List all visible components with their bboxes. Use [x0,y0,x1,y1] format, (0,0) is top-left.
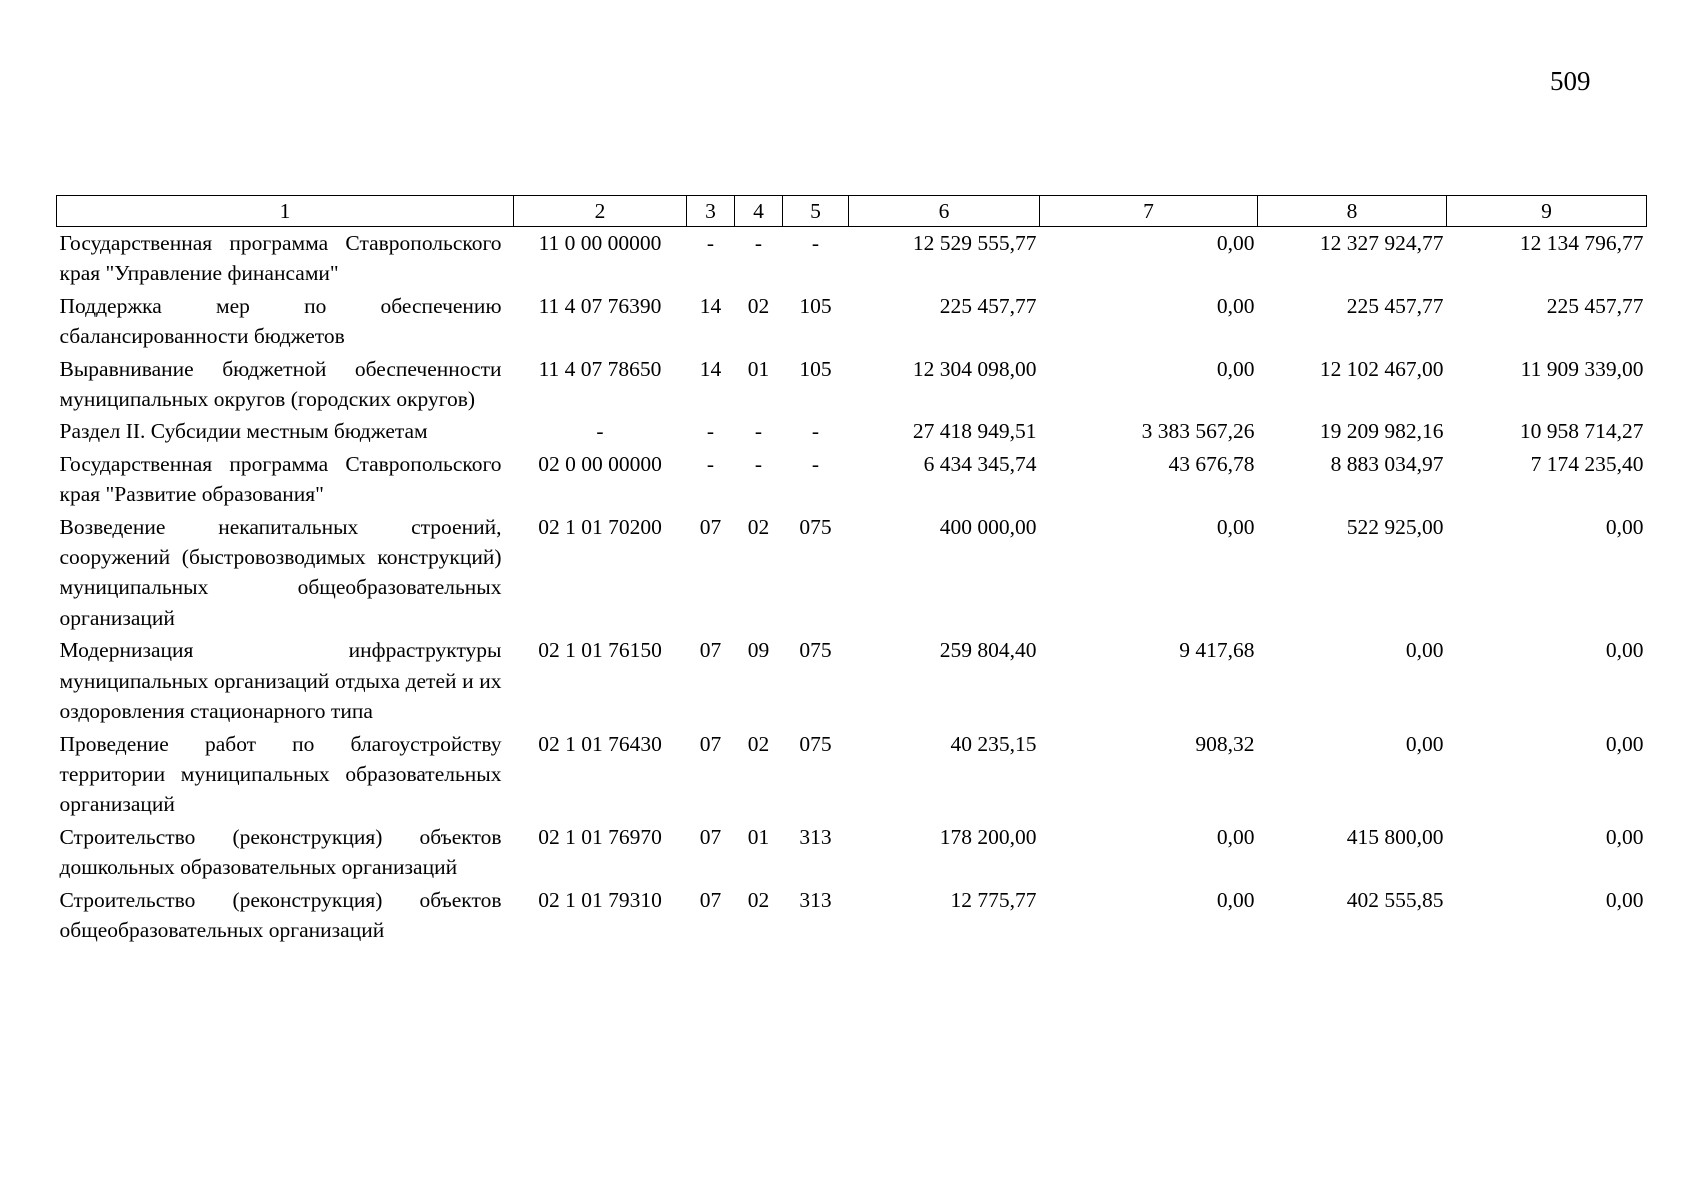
row-title: Возведение некапитальных строений, сооружений (быстровозводимых конструкций) муниципальных общеобразовательных организаций [59,514,502,630]
classification-code: 02 1 01 76970 [538,824,662,849]
page-number: 509 [1550,66,1591,96]
amount-col-7: 0,00 [1216,231,1255,255]
amount-col-7: 908,32 [1195,731,1255,756]
subsection-code: 02 [747,887,770,912]
row-title: Раздел II. Субсидии местным бюджетам [59,419,428,444]
row-title: Поддержка мер по обеспечению сбалансированности бюджетов [59,293,502,349]
amount-col-8: 402 555,85 [1346,887,1444,912]
amount-col-6: 12 304 098,00 [912,356,1037,381]
column-header-1: 1 [57,196,514,227]
type-code: 313 [799,824,832,849]
amount-col-7: 9 417,68 [1179,638,1255,663]
table-row [57,821,1647,884]
classification-code: 11 0 00 00000 [538,231,662,255]
column-header-7: 7 [1040,196,1258,227]
amount-col-9: 0,00 [1605,731,1644,756]
amount-col-7: 0,00 [1216,293,1255,318]
amount-col-9: 225 457,77 [1546,293,1644,318]
subsection-code: 02 [747,514,770,539]
amount-col-8: 522 925,00 [1346,514,1444,539]
subsection-code: 01 [747,824,770,849]
type-code: 075 [799,514,832,539]
amount-col-8: 12 102 467,00 [1319,356,1444,381]
amount-col-9: 0,00 [1605,514,1644,539]
type-code: - [811,231,820,255]
amount-col-6: 400 000,00 [939,514,1037,539]
amount-col-6: 27 418 949,51 [912,419,1037,444]
amount-col-8: 0,00 [1405,731,1444,756]
table-row [57,448,1647,511]
row-title: Проведение работ по благоустройству территории муниципальных образовательных организаций [59,731,502,817]
amount-col-8: 19 209 982,16 [1319,419,1444,444]
row-title: Модернизация инфраструктуры муниципальных организаций отдыха детей и их оздоровления стационарного типа [59,638,502,724]
subsection-code: - [754,231,763,255]
column-header-2: 2 [514,196,687,227]
subsection-code: 02 [747,731,770,756]
subsection-code: 01 [747,356,770,381]
table-row [57,728,1647,821]
amount-col-7: 0,00 [1216,887,1255,912]
row-title: Строительство (реконструкция) объектов дошкольных образовательных организаций [59,824,502,880]
type-code: - [811,419,820,444]
amount-col-8: 12 327 924,77 [1319,231,1444,255]
amount-col-8: 225 457,77 [1346,293,1444,318]
row-title: Государственная программа Ставропольского края "Управление финансами" [59,231,502,286]
amount-col-8: 8 883 034,97 [1330,451,1444,476]
amount-col-9: 0,00 [1605,824,1644,849]
subsection-code: 02 [747,293,770,318]
classification-code: 11 4 07 78650 [538,356,662,381]
classification-code: 02 1 01 76150 [538,638,662,663]
column-header-8: 8 [1258,196,1447,227]
amount-col-9: 0,00 [1605,887,1644,912]
section-code: - [706,419,715,444]
classification-code: - [596,419,604,444]
section-code: - [706,231,715,255]
amount-col-9: 0,00 [1605,638,1644,663]
classification-code: 02 1 01 70200 [538,514,662,539]
amount-col-6: 6 434 345,74 [923,451,1037,476]
column-header-5: 5 [783,196,849,227]
column-number-header-row [57,196,1647,227]
amount-col-9: 10 958 714,27 [1519,419,1644,444]
classification-code: 11 4 07 76390 [538,293,662,318]
table-row [57,353,1647,416]
section-code: 07 [699,638,722,663]
column-header-3: 3 [687,196,735,227]
row-title: Строительство (реконструкция) объектов общеобразовательных организаций [59,887,502,942]
amount-col-7: 43 676,78 [1168,451,1255,476]
amount-col-7: 0,00 [1216,514,1255,539]
section-code: 14 [699,356,722,381]
amount-col-6: 225 457,77 [939,293,1037,318]
amount-col-7: 0,00 [1216,356,1255,381]
amount-col-6: 12 775,77 [950,887,1037,912]
table-row [57,511,1647,635]
section-code: 07 [699,731,722,756]
amount-col-9: 11 909 339,00 [1520,356,1644,381]
row-title: Государственная программа Ставропольского края "Развитие образования" [59,451,502,507]
classification-code: 02 1 01 79310 [538,887,662,912]
amount-col-7: 0,00 [1216,824,1255,849]
row-title: Выравнивание бюджетной обеспеченности муниципальных округов (городских округов) [59,356,502,412]
amount-col-6: 259 804,40 [939,638,1037,663]
type-code: 105 [799,293,832,318]
amount-col-6: 12 529 555,77 [912,231,1037,255]
amount-col-7: 3 383 567,26 [1141,419,1255,444]
type-code: 313 [799,887,832,912]
subsection-code: 09 [747,638,770,663]
column-header-4: 4 [735,196,783,227]
type-code: 075 [799,731,832,756]
section-code: - [706,451,715,476]
type-code: - [811,451,820,476]
table-row [57,415,1647,447]
column-header-9: 9 [1447,196,1647,227]
amount-col-9: 12 134 796,77 [1519,231,1644,255]
subsection-code: - [754,419,763,444]
table-row [57,634,1647,727]
classification-code: 02 0 00 00000 [538,451,662,476]
subsection-code: - [754,451,763,476]
section-code: 07 [699,887,722,912]
budget-table [56,195,1647,946]
amount-col-9: 7 174 235,40 [1530,451,1644,476]
section-code: 07 [699,824,722,849]
table-row [57,884,1647,947]
section-code: 14 [699,293,722,318]
amount-col-8: 0,00 [1405,638,1444,663]
table-row [57,290,1647,353]
section-code: 07 [699,514,722,539]
type-code: 075 [799,638,832,663]
amount-col-8: 415 800,00 [1346,824,1444,849]
type-code: 105 [799,356,832,381]
classification-code: 02 1 01 76430 [538,731,662,756]
amount-col-6: 178 200,00 [939,824,1037,849]
amount-col-6: 40 235,15 [950,731,1037,756]
table-row [57,227,1647,290]
column-header-6: 6 [849,196,1040,227]
